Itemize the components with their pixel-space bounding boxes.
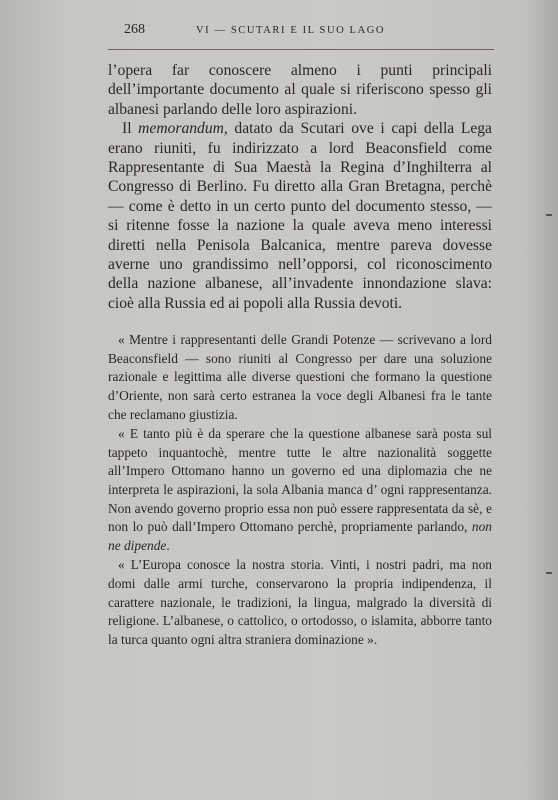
- quote-paragraph-3: « L’Europa conosce la nostra storia. Vinti, i nostri padri, ma non domi dalle armi turche, conservarono la propria indipendenza, il carattere nazionale, le tradizioni, la lingua, malgrado la diversità di religione. L’albanese, o cattolico, o ortodosso, o islamita, abborre tanto la turca quanto ogni altra straniera dominazione ».: [108, 557, 492, 647]
- running-head: [124, 22, 490, 44]
- quote-paragraph-2-end: .: [166, 537, 170, 553]
- body-text: [108, 61, 492, 649]
- paragraph-memorandum-rest: , datato da Scutari ove i capi della Lega erano riuniti, fu indirizzato a lord Beaconsfield come Rappresentante di Sua Maestà la Regina d’Inghilterra al Congresso di Berlino. Fu diretto alla Gran Bretagna, perchè — come è detto in un certo punto del documento stesso, — si ritenne fosse la nazione la quale aveva meno interessi diretti nella Penisola Balcanica, mentre pareva dovesse averne uno grandissimo nell’opporsi, col riconoscimento della nazione albanese, all’invadente innondazione slava: cioè alla Russia ed ai popoli alla Russia devoti.: [108, 120, 492, 312]
- paragraph-memorandum-start: Il: [122, 120, 139, 138]
- margin-mark: [546, 572, 552, 574]
- header-rule: [108, 49, 494, 50]
- paragraph-memorandum: [108, 119, 492, 313]
- page-number: 268: [124, 22, 145, 37]
- paragraph-continuation: l’opera far conoscere almeno i punti principali dell’importante documento al quale si riferiscono spesso gli albanesi parlando delle loro aspirazioni.: [108, 62, 492, 118]
- memorandum-term: memorandum: [138, 120, 224, 138]
- quotation-block: [108, 331, 492, 649]
- main-text: [108, 61, 492, 313]
- quote-paragraph-2-text: « E tanto più è da sperare che la questione albanese sarà posta sul tappeto inquantochè, mentre tutte le altre nazionalità soggette all’Impero Ottomano hanno un governo ed una diplomazia che ne interpreta le aspirazioni, la sola Albania manca d’ ogni rappresentanza. Non avendo governo proprio essa non può essere rappresentata da sè, e non lo può dall’Impero Ottomano perchè, propriamente parlando,: [108, 426, 492, 535]
- quote-paragraph-1: « Mentre i rappresentanti delle Grandi Potenze — scrivevano a lord Beaconsfield — sono riuniti al Congresso per dare una soluzione razionale e legittima alle diverse questioni che formano la questione d’Oriente, non sarà certo estranea la voce degli Albanesi fra le tante che reclamano giustizia.: [108, 332, 492, 422]
- margin-mark: [546, 214, 552, 216]
- quote-italic-phrase: non ne dipende: [108, 519, 492, 553]
- section-title: VI — SCUTARI E IL SUO LAGO: [196, 25, 386, 36]
- quote-paragraph-2: [108, 425, 492, 555]
